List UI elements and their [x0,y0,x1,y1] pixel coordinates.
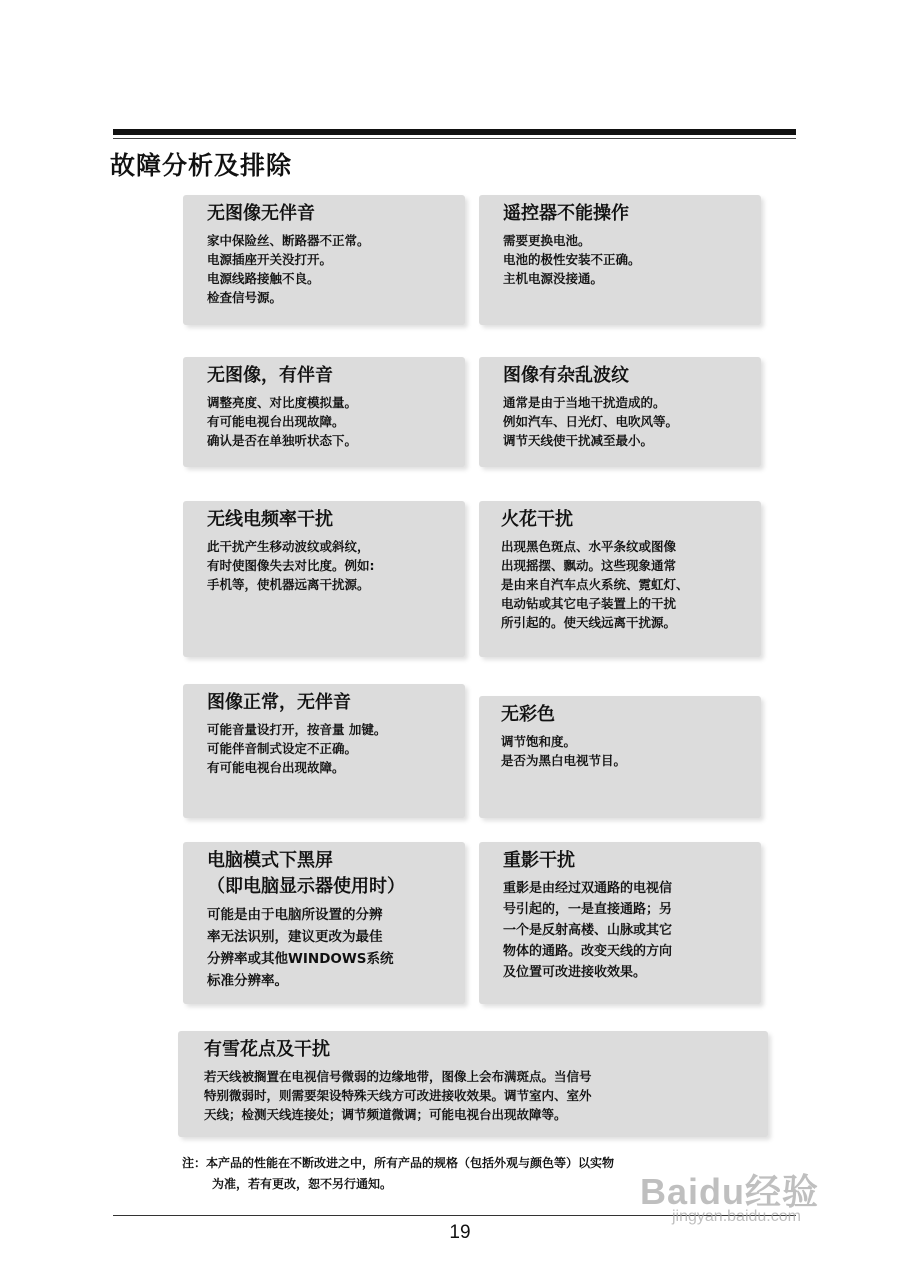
card-title: 无线电频率干扰 [207,509,333,530]
card-line: 出现摇摆、飘动。这些现象通常 [501,558,677,573]
card-body [503,231,761,288]
card-title-main: 电脑模式下黑屏 [207,850,333,871]
card-title: 无图像无伴音 [207,203,315,224]
card-line: 手机等，使机器远离干扰源。 [207,577,370,592]
card-line: 率无法识别，建议更改为最佳 [207,929,383,945]
card-title: 无彩色 [501,704,555,725]
card-line: 例如汽车、日光灯、电吹风等。 [503,414,679,429]
card-line: 可能是由于电脑所设置的分辨 [207,907,383,923]
card-line: 分辨率或其他WINDOWS系统 [207,951,394,967]
card-line: 家中保险丝、断路器不正常。 [207,233,370,248]
card-body [207,720,465,777]
card-line: 调整亮度、对比度模拟量。 [207,395,358,410]
card-pc-mode-black-screen [183,842,465,1004]
card-line: 重影是由经过双通路的电视信 [503,881,673,896]
card-normal-picture-no-sound [183,684,465,818]
card-title: 图像正常，无伴音 [207,692,351,713]
card-no-color [479,696,761,818]
card-title: 火花干扰 [501,509,573,530]
card-body [207,537,465,594]
card-body [503,878,761,983]
header-rule-thin [113,138,796,139]
footnote-line: 为准，若有更改，恕不另行通知。 [212,1177,393,1191]
card-line: 是由来自汽车点火系统、霓虹灯、 [501,577,689,592]
card-line: 物体的通路。改变天线的方向 [503,944,673,959]
card-line: 调节饱和度。 [501,734,577,749]
card-snow-and-interference [178,1031,768,1137]
card-line: 若天线被搁置在电视信号微弱的边缘地带，图像上会布满斑点。当信号 [204,1069,592,1084]
page-number: 19 [449,1222,471,1243]
card-line: 可能音量设打开，按音量 加键。 [207,722,387,737]
card-line: 是否为黑白电视节目。 [501,753,627,768]
card-line: 所引起的。使天线远离干扰源。 [501,615,677,630]
card-radio-interference [183,501,465,657]
watermark [640,1164,880,1244]
card-line: 有可能电视台出现故障。 [207,760,345,775]
card-remote-not-working [479,195,761,325]
card-line: 调节天线使干扰减至最小。 [503,433,654,448]
card-body [503,393,761,450]
card-line: 一个是反射高楼、山脉或其它 [503,923,673,938]
card-line: 确认是否在单独听状态下。 [207,433,358,448]
card-line: 电动钻或其它电子装置上的干扰 [501,596,677,611]
card-line: 号引起的，一是直接通路；另 [503,902,673,917]
card-line: 电池的极性安装不正确。 [503,252,641,267]
card-no-picture-no-sound [183,195,465,325]
card-line: 此干扰产生移动波纹或斜纹， [207,539,370,554]
card-title: 遥控器不能操作 [503,203,629,224]
card-body [501,732,761,770]
card-line: 电源插座开关没打开。 [207,252,333,267]
card-title: 图像有杂乱波纹 [503,365,629,386]
page-title: 故障分析及排除 [110,151,293,180]
card-line: 有可能电视台出现故障。 [207,414,345,429]
card-line: 主机电源没接通。 [503,271,604,286]
card-line: 及位置可改进接收效果。 [503,965,647,980]
card-body [204,1067,768,1124]
card-body [207,231,465,307]
card-body [501,537,761,632]
card-noise-ripples [479,357,761,467]
card-line: 通常是由于当地干扰造成的。 [503,395,666,410]
card-line: 标准分辨率。 [207,973,288,989]
card-title: 无图像，有伴音 [207,365,333,386]
card-line: 需要更换电池。 [503,233,591,248]
card-subtitle: （即电脑显示器使用时） [207,876,405,897]
card-line: 电源线路接触不良。 [207,271,320,286]
card-title: 重影干扰 [503,850,575,871]
card-line: 特别微弱时，则需要架设特殊天线方可改进接收效果。调节室内、室外 [204,1088,592,1103]
card-title [207,848,465,900]
card-no-picture-with-sound [183,357,465,467]
card-body [207,904,465,992]
card-line: 天线；检测天线连接处；调节频道微调；可能电视台出现故障等。 [204,1107,567,1122]
watermark-url: jingyan.baidu.com [672,1208,801,1225]
card-line: 有时使图像失去对比度。例如: [207,558,375,573]
header-rule [113,129,796,135]
card-ghosting [479,842,761,1004]
card-line: 可能伴音制式设定不正确。 [207,741,358,756]
card-title: 有雪花点及干扰 [204,1039,330,1060]
card-body [207,393,465,450]
watermark-logo: Baidu经验 [640,1171,820,1212]
card-spark-interference [479,501,761,657]
card-line: 出现黑色斑点、水平条纹或图像 [501,539,677,554]
card-line: 检查信号源。 [207,290,283,305]
footnote-line: 注：本产品的性能在不断改进之中，所有产品的规格（包括外观与颜色等）以实物 [182,1156,615,1170]
